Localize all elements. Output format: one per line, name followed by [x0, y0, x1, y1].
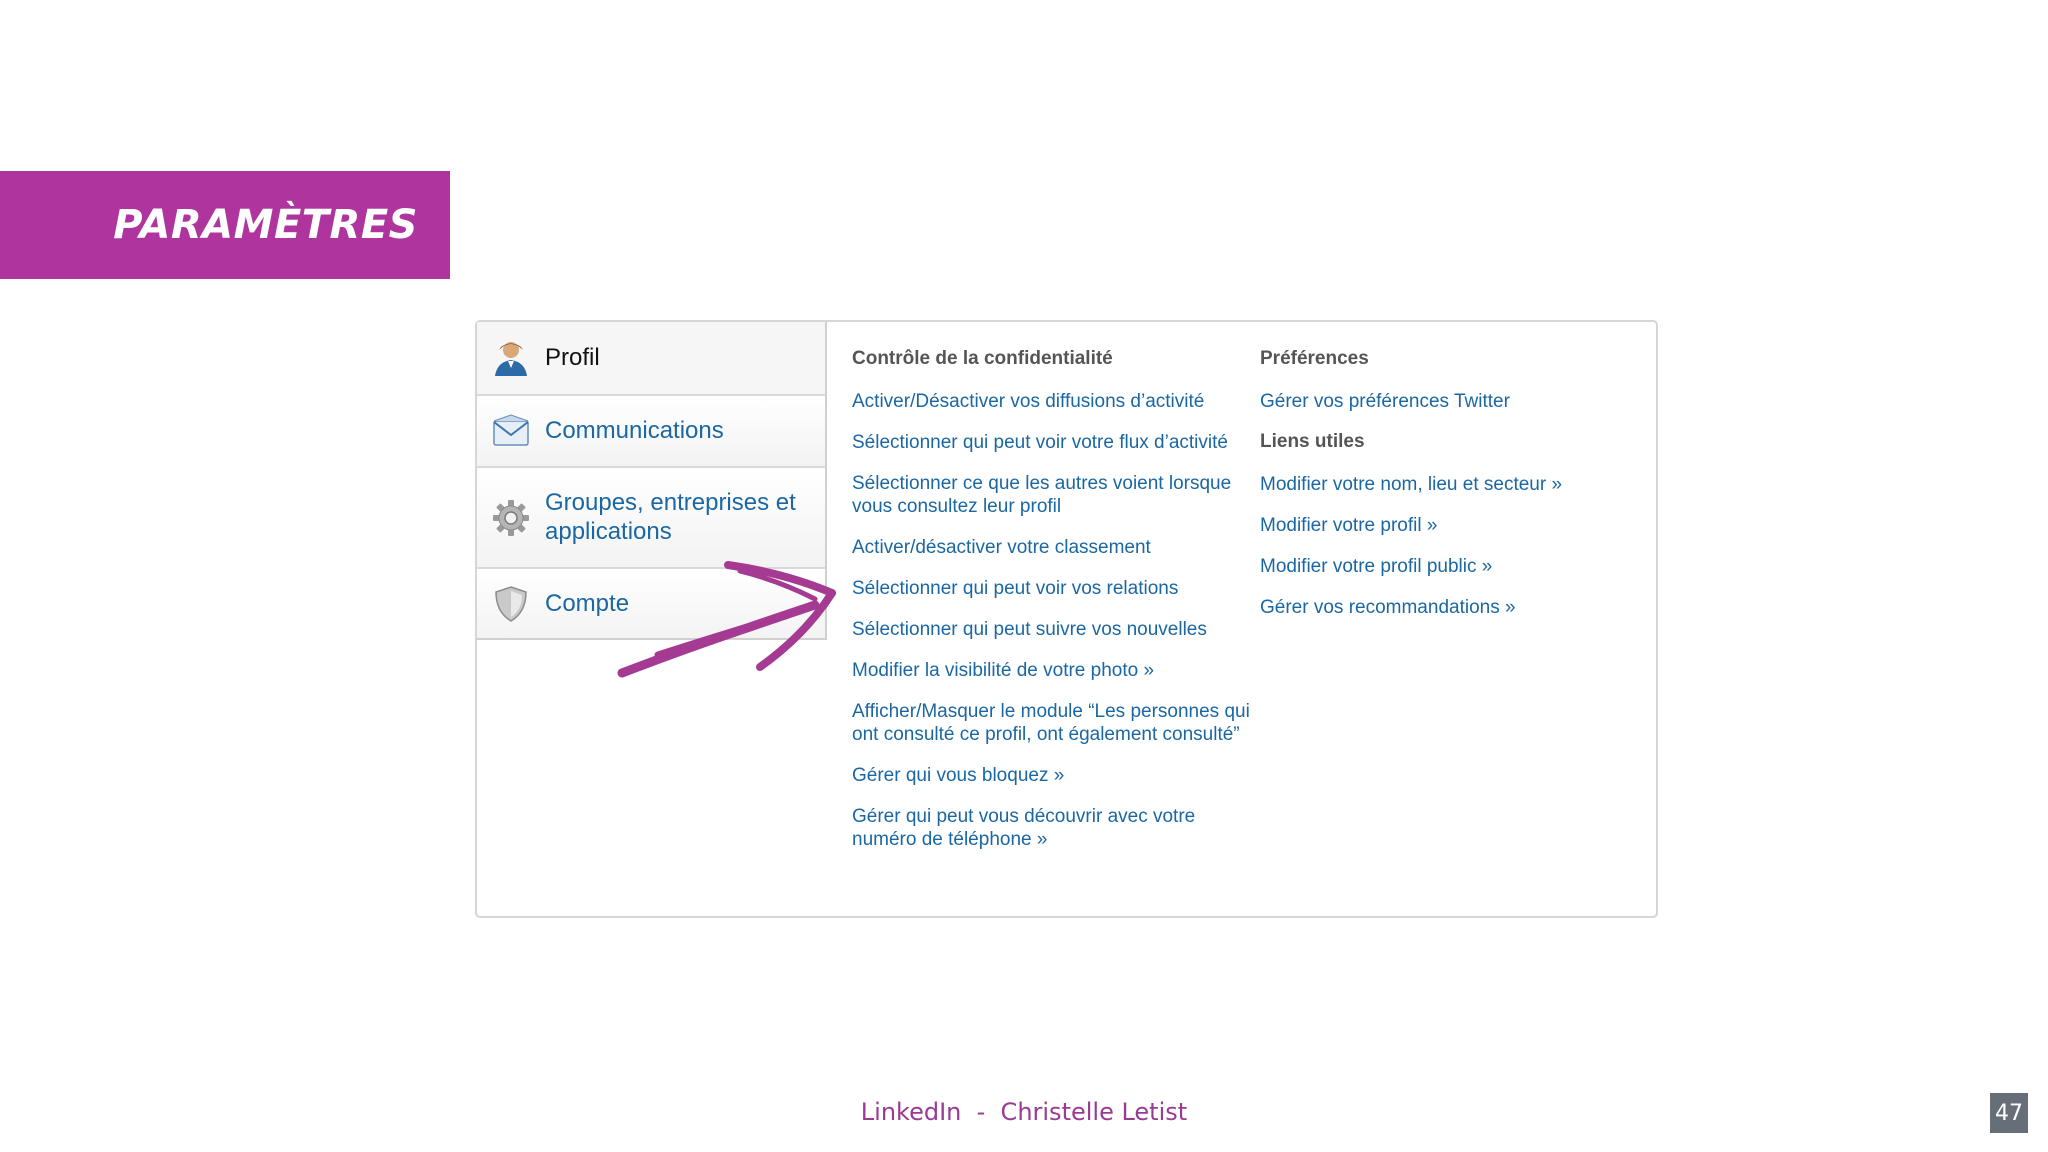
slide-footer: LinkedIn - Christelle Letist [860, 1098, 1188, 1126]
title-banner [0, 171, 450, 279]
preferences-link[interactable]: Gérer vos préférences Twitter [1260, 391, 1510, 412]
person-icon [491, 338, 531, 378]
useful-link[interactable]: Gérer vos recommandations » [1260, 597, 1516, 618]
slide-title: PARAMÈTRES [113, 202, 418, 248]
preferences-column [1260, 348, 1640, 637]
hand-drawn-arrow [610, 555, 850, 685]
gear-icon [491, 498, 531, 538]
nav-item-communications[interactable] [477, 394, 825, 466]
privacy-link[interactable]: Gérer qui vous bloquez » [852, 765, 1065, 786]
privacy-link[interactable]: Activer/Désactiver vos diffusions d’activité [852, 391, 1205, 412]
privacy-link[interactable]: Sélectionner ce que les autres voient lorsque vous consultez leur profil [852, 473, 1232, 517]
shield-icon [491, 584, 531, 624]
privacy-link[interactable]: Sélectionner qui peut suivre vos nouvelles [852, 619, 1207, 640]
privacy-link[interactable]: Sélectionner qui peut voir votre flux d’activité [852, 432, 1228, 453]
preferences-heading: Préférences [1260, 348, 1369, 369]
useful-link[interactable]: Modifier votre profil public » [1260, 556, 1493, 577]
useful-links-heading: Liens utiles [1260, 431, 1365, 452]
nav-item-label: Communications [545, 417, 724, 444]
privacy-column [852, 348, 1252, 869]
nav-item-label: Compte [545, 589, 630, 617]
nav-item-label: Groupes, entreprises et applications [545, 488, 796, 545]
privacy-heading: Contrôle de la confidentialité [852, 348, 1113, 369]
envelope-icon [491, 411, 531, 451]
privacy-link-relations[interactable]: Sélectionner qui peut voir vos relations [852, 578, 1179, 599]
nav-item-profil[interactable] [477, 322, 825, 394]
useful-link[interactable]: Modifier votre nom, lieu et secteur » [1260, 474, 1563, 495]
privacy-link[interactable]: Afficher/Masquer le module “Les personnes qui ont consulté ce profil, ont également consulté” [852, 701, 1250, 745]
nav-item-label: Profil [545, 344, 600, 371]
privacy-link[interactable]: Modifier la visibilité de votre photo » [852, 660, 1155, 681]
nav-item-groupes[interactable] [477, 466, 825, 567]
page-number: 47 [1990, 1093, 2028, 1133]
privacy-link[interactable]: Activer/désactiver votre classement [852, 537, 1151, 558]
privacy-link[interactable]: Gérer qui peut vous découvrir avec votre numéro de téléphone » [852, 806, 1196, 850]
useful-link[interactable]: Modifier votre profil » [1260, 515, 1438, 536]
